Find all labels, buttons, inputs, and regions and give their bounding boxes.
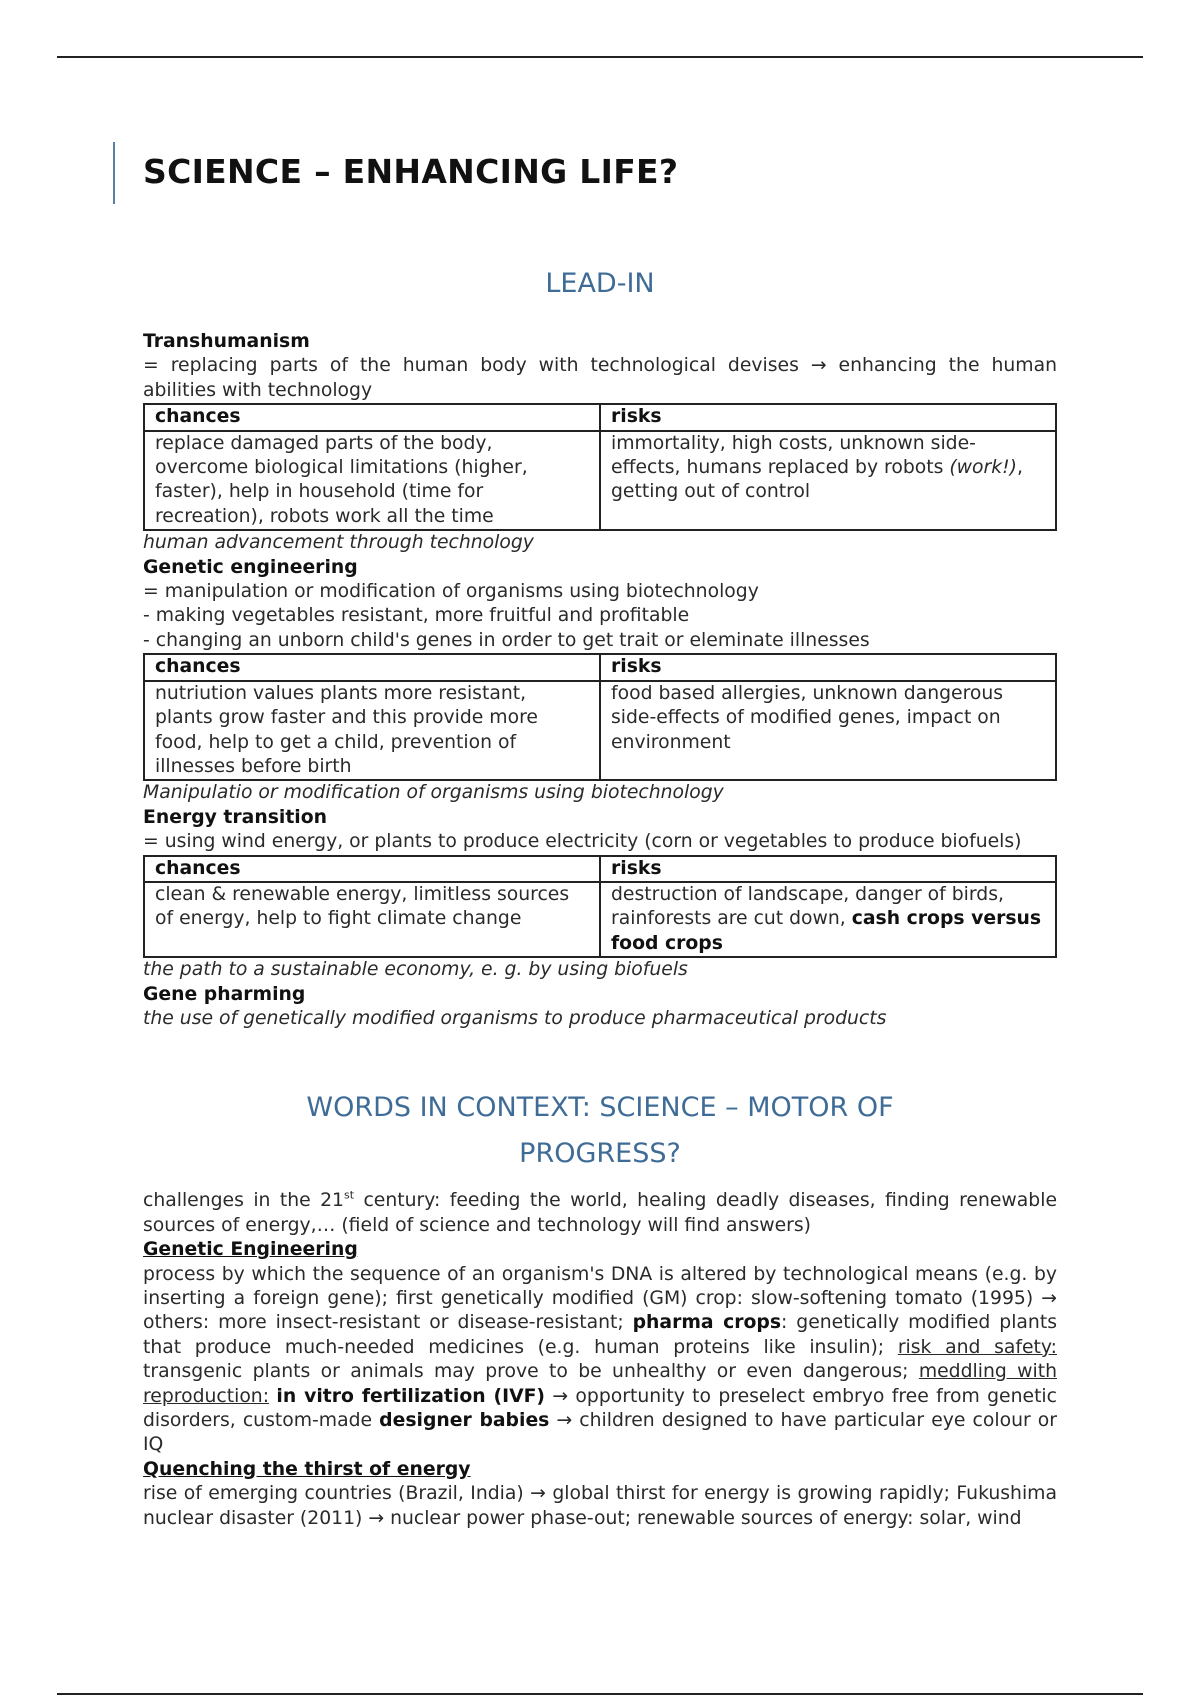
summary-gene-pharming: the use of genetically modified organisms to produce pharmaceutical products bbox=[143, 1007, 887, 1029]
genetic-line-2: - making vegetables resistant, more fruitful and profitable bbox=[143, 605, 690, 627]
transhumanism-table bbox=[143, 403, 1057, 531]
term-quenching-thirst: Quenching the thirst of energy bbox=[143, 1458, 471, 1480]
term-genetic-engineering: Genetic engineering bbox=[143, 556, 358, 578]
col-chances: chances bbox=[144, 404, 600, 430]
title-accent-bar bbox=[113, 142, 115, 204]
term-transhumanism: Transhumanism bbox=[143, 331, 310, 352]
definition-energy-transition: = using wind energy, or plants to produce electricity (corn or vegetables to produce biofuels) bbox=[143, 831, 1022, 853]
col-risks: risks bbox=[600, 856, 1056, 882]
header-rule bbox=[57, 56, 1143, 58]
energy-transition-table bbox=[143, 855, 1057, 959]
energy-paragraph: rise of emerging countries (Brazil, India) → global thirst for energy is growing rapidly; Fukushima nuclear disaster (2011) → nuclear power phase-out; renewable sources of energy: solar, wind bbox=[143, 1483, 1057, 1529]
footer-rule bbox=[57, 1693, 1143, 1695]
genetic-engineering-table bbox=[143, 653, 1057, 781]
challenges-intro: challenges in the 21st century: feeding the world, healing deadly diseases, finding renewable sources of energy,… (field of science and technology will find answers) bbox=[143, 1189, 1057, 1236]
summary-genetic-engineering: Manipulatio or modification of organisms using biotechnology bbox=[143, 782, 724, 804]
document-body bbox=[143, 264, 1057, 1531]
summary-transhumanism: human advancement through technology bbox=[143, 532, 534, 554]
genetic-engineering-paragraph: process by which the sequence of an organism's DNA is altered by technological means (e.g. by inserting a foreign gene); first genetically modified (GM) crop: slow-softening tomato (1995) → others: more insect-resistant or disease-resistant; pharma crops: genetically modified plants that produce much-needed medicines (e.g. human proteins like insulin); risk and safety: transgenic plants or animals may prove to be unhealthy or even dangerous; meddling with reproduction: in vitro fertilization (IVF) → opportunity to preselect embryo free from genetic disorders, custom-made designer babies → children designed to have particular eye colour or IQ bbox=[143, 1263, 1058, 1456]
chances-cell: clean & renewable energy, limitless sources of energy, help to fight climate change bbox=[144, 882, 600, 957]
summary-energy-transition: the path to a sustainable economy, e. g. by using biofuels bbox=[143, 959, 688, 981]
chances-cell: nutriution values plants more resistant, plants grow faster and this provide more food, help to get a child, prevention of illnesses before birth bbox=[144, 681, 600, 781]
risks-cell: food based allergies, unknown dangerous side-effects of modified genes, impact on environment bbox=[600, 681, 1056, 781]
genetic-line-3: - changing an unborn child's genes in order to get trait or eleminate illnesses bbox=[143, 629, 870, 651]
page-title: SCIENCE – ENHANCING LIFE? bbox=[143, 152, 679, 191]
risks-cell: destruction of landscape, danger of birds, rainforests are cut down, cash crops versus food crops bbox=[600, 882, 1056, 957]
risks-cell: immortality, high costs, unknown side-effects, humans replaced by robots (work!), getting out of control bbox=[600, 431, 1056, 531]
term-energy-transition: Energy transition bbox=[143, 806, 328, 828]
term-gene-pharming: Gene pharming bbox=[143, 983, 306, 1005]
words-in-context-heading: WORDS IN CONTEXT: SCIENCE – MOTOR OF PROGRESS? bbox=[306, 1092, 894, 1170]
lead-in-heading: LEAD-IN bbox=[545, 268, 655, 299]
col-risks: risks bbox=[600, 404, 1056, 430]
definition-transhumanism: = replacing parts of the human body with technological devises → enhancing the human abilities with technology bbox=[143, 355, 1057, 401]
genetic-line-1: = manipulation or modification of organisms using biotechnology bbox=[143, 581, 759, 603]
col-chances: chances bbox=[144, 654, 600, 680]
chances-cell: replace damaged parts of the body, overcome biological limitations (higher, faster), help in household (time for recreation), robots work all the time bbox=[144, 431, 600, 531]
col-chances: chances bbox=[144, 856, 600, 882]
term-genetic-engineering-context: Genetic Engineering bbox=[143, 1239, 358, 1261]
col-risks: risks bbox=[600, 654, 1056, 680]
